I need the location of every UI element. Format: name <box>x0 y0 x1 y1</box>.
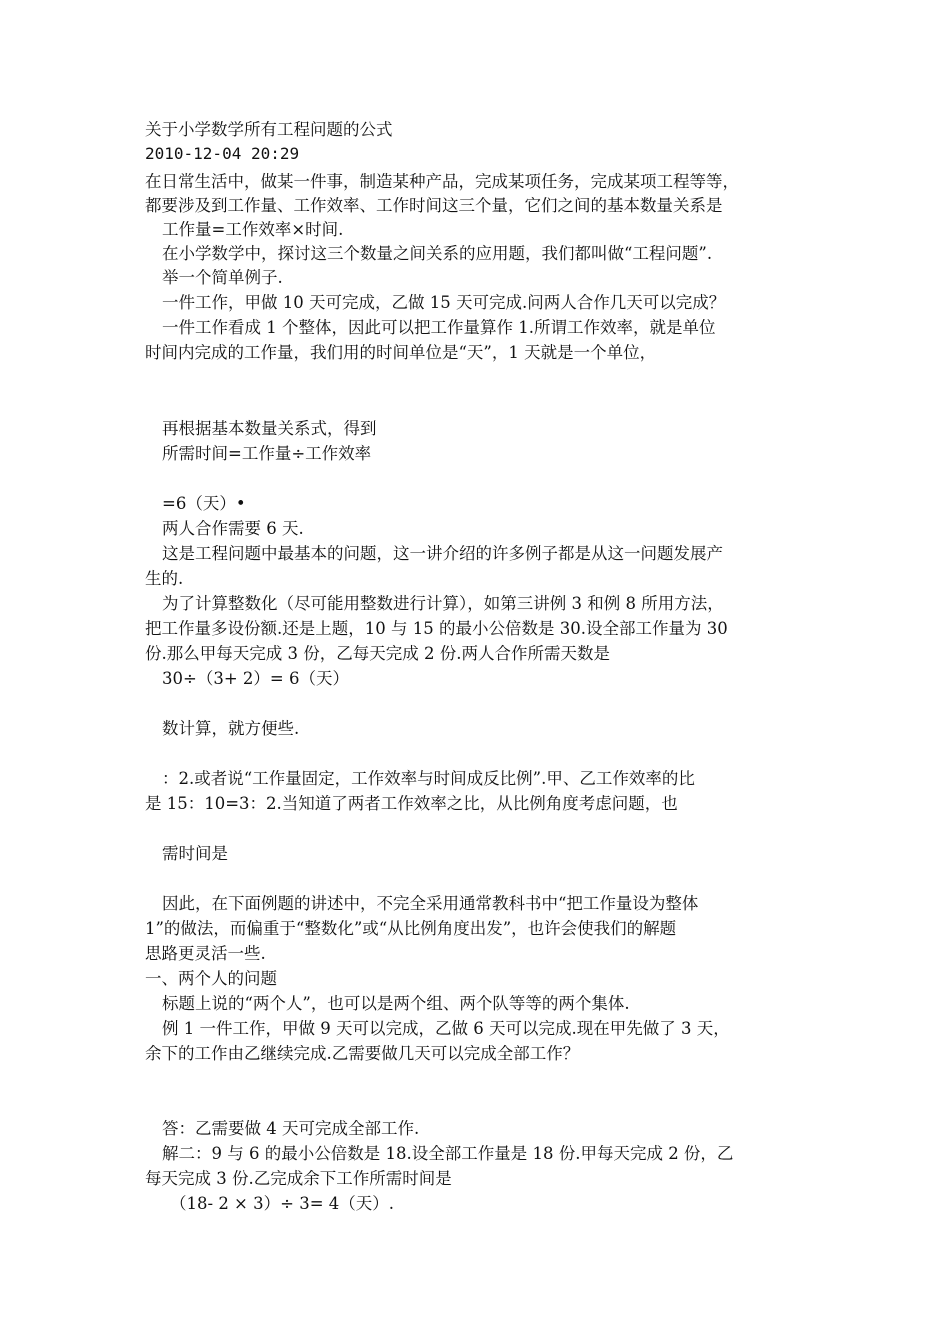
solution-line: 每天完成 3 份.乙完成余下工作所需时间是 <box>145 1169 452 1188</box>
document-title: 关于小学数学所有工程问题的公式 <box>145 120 393 139</box>
paragraph-line: 因此，在下面例题的讲述中，不完全采用通常教科书中“把工作量设为整体 <box>162 894 699 913</box>
paragraph-line: 思路更灵活一些. <box>145 944 266 963</box>
paragraph-line: 一件工作看成 1 个整体，因此可以把工作量算作 1.所谓工作效率，就是单位 <box>162 318 716 337</box>
formula-line: 30÷（3+ 2）= 6（天） <box>162 669 349 688</box>
paragraph-line: 把工作量多设份额.还是上题，10 与 15 的最小公倍数是 30.设全部工作量为 30 <box>145 619 728 638</box>
paragraph-line: 是 15：10=3：2.当知道了两者工作效率之比，从比例角度考虑问题，也 <box>145 794 678 813</box>
paragraph-line: 两人合作需要 6 天. <box>162 519 304 538</box>
paragraph-line: 时间内完成的工作量，我们用的时间单位是“天”，1 天就是一个单位， <box>145 343 657 362</box>
paragraph-line: ：2.或者说“工作量固定，工作效率与时间成反比例”.甲、乙工作效率的比 <box>162 769 695 788</box>
paragraph-line: 在小学数学中，探讨这三个数量之间关系的应用题，我们都叫做“工程问题”. <box>162 244 713 263</box>
paragraph-line: 为了计算整数化（尽可能用整数进行计算），如第三讲例 3 和例 8 所用方法， <box>162 594 724 613</box>
section-heading: 一、两个人的问题 <box>145 969 277 988</box>
paragraph-line: 需时间是 <box>162 844 228 863</box>
answer-line: 答：乙需要做 4 天可完成全部工作. <box>162 1119 420 1138</box>
paragraph-line: 都要涉及到工作量、工作效率、工作时间这三个量，它们之间的基本数量关系是 <box>145 196 723 215</box>
formula-line: 工作量=工作效率×时间. <box>162 220 344 239</box>
solution-line: 解二：9 与 6 的最小公倍数是 18.设全部工作量是 18 份.甲每天完成 2 份，乙 <box>162 1144 734 1163</box>
paragraph-line: 1”的做法，而偏重于“整数化”或“从比例角度出发”，也许会使我们的解题 <box>145 919 677 938</box>
paragraph-line: 数计算，就方便些. <box>162 719 300 738</box>
paragraph-line: 生的. <box>145 569 184 588</box>
formula-line: （18- 2 × 3）÷ 3= 4（天）. <box>170 1194 395 1213</box>
paragraph-line: 标题上说的“两个人”，也可以是两个组、两个队等等的两个集体. <box>162 994 630 1013</box>
paragraph-line: 举一个简单例子. <box>162 268 283 287</box>
paragraph-line: 份.那么甲每天完成 3 份，乙每天完成 2 份.两人合作所需天数是 <box>145 644 610 663</box>
example-line: 例 1 一件工作，甲做 9 天可以完成，乙做 6 天可以完成.现在甲先做了 3 天， <box>162 1019 730 1038</box>
paragraph-line: 一件工作，甲做 10 天可完成，乙做 15 天可完成.问两人合作几天可以完成？ <box>162 293 726 312</box>
formula-line: 所需时间=工作量÷工作效率 <box>162 444 372 463</box>
document-date: 2010-12-04 20:29 <box>145 144 300 163</box>
formula-line: =6（天）• <box>162 494 246 513</box>
paragraph-line: 再根据基本数量关系式，得到 <box>162 419 377 438</box>
paragraph-line: 这是工程问题中最基本的问题，这一讲介绍的许多例子都是从这一问题发展产 <box>162 544 723 563</box>
paragraph-line: 在日常生活中，做某一件事，制造某种产品，完成某项任务，完成某项工程等等， <box>145 172 739 191</box>
example-line: 余下的工作由乙继续完成.乙需要做几天可以完成全部工作？ <box>145 1044 580 1063</box>
